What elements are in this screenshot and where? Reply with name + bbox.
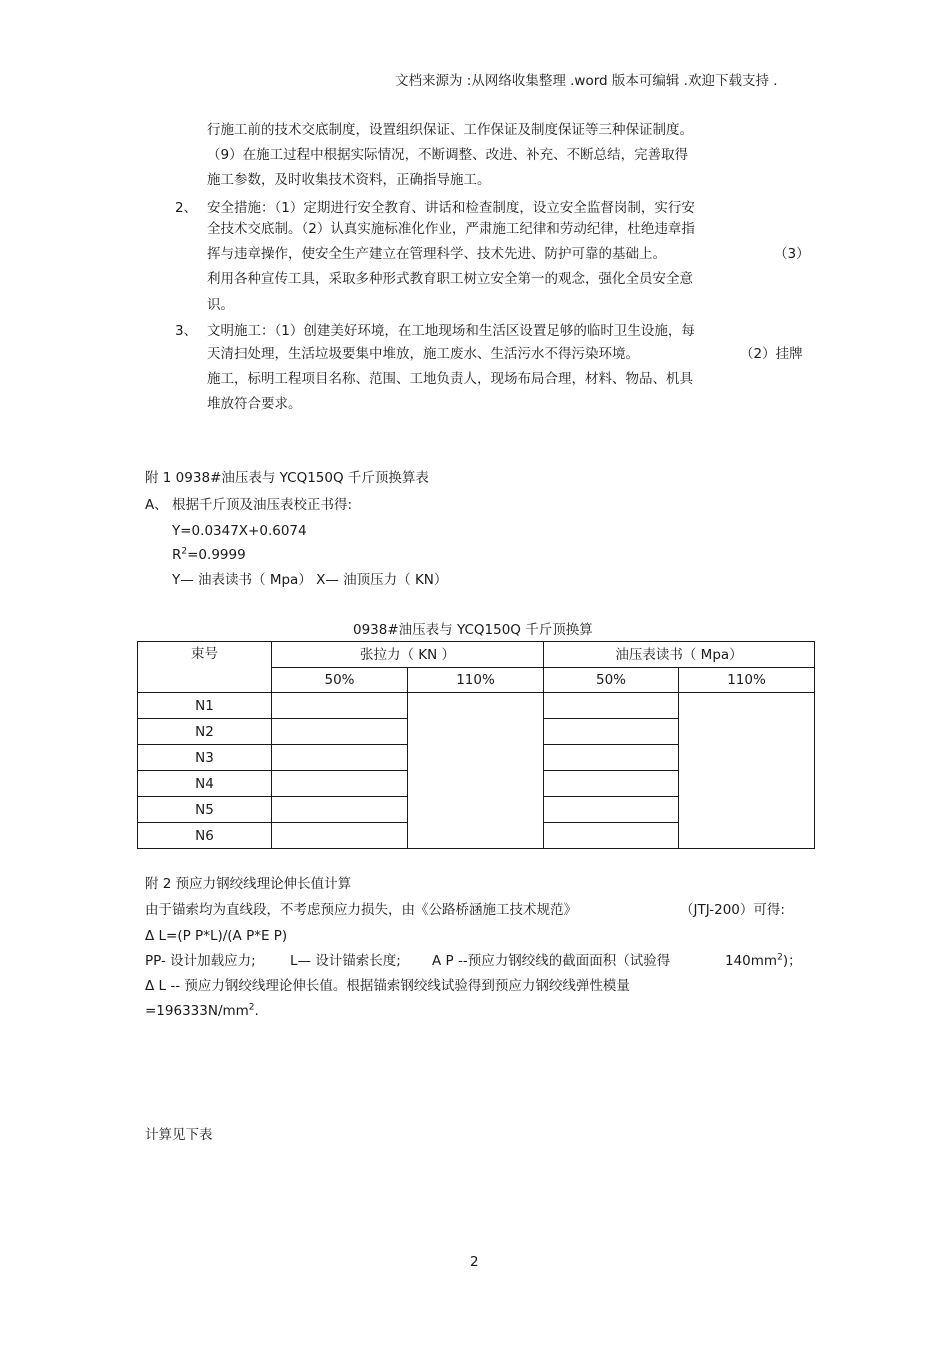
modulus-exponent: 2 [248,1002,255,1013]
def-a-end: )； [782,953,802,969]
variable-definitions: Y— 油表读书（ Mpa） X— 油顶压力（ KN） [172,572,448,588]
subheader-tension-50: 50% [272,668,408,693]
header-bundle: 束号 [138,642,272,693]
item3-line-1: 文明施工：（1）创建美好环境，在工地现场和生活区设置足够的临时卫生设施，每 [207,323,695,339]
item2-line-5: 识。 [207,297,234,313]
tension-110-cell [408,693,544,849]
item2-line-4: 利用各种宣传工具，采取多种形式教育职工树立安全第一的观念，强化全员安全意 [207,271,693,287]
subheader-gauge-110: 110% [679,668,815,693]
gauge-50-cell [544,823,679,849]
def-delta-l: Δ L -- 预应力钢绞线理论伸长值。根据锚索钢绞线试验得到预应力钢绞线弹性模量 [145,978,630,994]
tension-50-cell [272,719,408,745]
gauge-50-cell [544,719,679,745]
r2-value: =0.9999 [187,547,246,563]
def-a-value [725,952,802,970]
r2-base: R [172,547,182,563]
bundle-cell: N1 [138,693,272,719]
bundle-cell: N3 [138,745,272,771]
appendix1-title: 附 1 0938#油压表与 YCQ150Q 千斤顶换算表 [145,470,429,486]
page-header: 文档来源为 :从网络收集整理 .word 版本可编辑 .欢迎下载支持 . [395,73,778,89]
gauge-110-cell [679,693,815,849]
intro-line-3: 施工参数，及时收集技术资料，正确指导施工。 [207,172,491,188]
item3-number: 3、 [175,323,198,339]
bundle-cell: N5 [138,797,272,823]
def-a: A P --预应力钢绞线的截面面积（试验得 [432,953,671,969]
item3-line-3: 施工，标明工程项目名称、范围、工地负责人，现场布局合理，材料、物品、机具 [207,371,693,387]
subheader-tension-110: 110% [408,668,544,693]
gauge-50-cell [544,797,679,823]
gauge-50-cell [544,745,679,771]
item2-line-3: 挥与违章操作，使安全生产建立在管理科学、技术先进、防护可靠的基础上。 [207,246,666,262]
tension-50-cell [272,771,408,797]
elongation-formula: Δ L=(P P*L)/(A P*E P) [145,928,288,944]
table-caption: 0938#油压表与 YCQ150Q 千斤顶换算 [353,622,593,638]
tension-50-cell [272,745,408,771]
bundle-cell: N2 [138,719,272,745]
regression-formula: Y=0.0347X+0.6074 [172,523,307,539]
intro-line-2: （9）在施工过程中根据实际情况，不断调整、改进、补充、不断总结，完善取得 [207,147,689,163]
item3-tail: （2）挂牌 [740,346,803,362]
item3-line-4: 堆放符合要求。 [207,396,302,412]
modulus-number: =196333N/mm [145,1003,249,1019]
tension-50-cell [272,823,408,849]
appendix2-code: （JTJ-200）可得: [680,902,785,918]
def-a-exponent: 2 [777,952,783,963]
r-squared [172,546,246,564]
page-number: 2 [470,1254,479,1270]
tension-50-cell [272,797,408,823]
r2-exponent: 2 [181,546,188,557]
tension-50-cell [272,693,408,719]
item2-line-1: 安全措施：（1）定期进行安全教育、讲话和检查制度，设立安全监督岗制，实行安 [207,200,695,216]
appendix1-a-line: A、 根据千斤顶及油压表校正书得: [145,497,353,513]
def-a-number: 140mm [725,953,778,969]
item2-tail: （3） [774,246,810,262]
item3-line-2: 天清扫处理，生活垃圾要集中堆放，施工废水、生活污水不得污染环境。 [207,346,639,362]
table-row [138,693,815,719]
intro-line-1: 行施工前的技术交底制度，设置组织保证、工作保证及制度保证等三种保证制度。 [207,122,693,138]
calc-note: 计算见下表 [145,1127,213,1143]
conversion-table [137,641,815,849]
def-l: L— 设计锚索长度; [290,953,401,969]
appendix2-title: 附 2 预应力钢绞线理论伸长值计算 [145,876,352,892]
gauge-50-cell [544,693,679,719]
subheader-gauge-50: 50% [544,668,679,693]
modulus-value [145,1002,259,1020]
bundle-cell: N6 [138,823,272,849]
appendix2-intro: 由于锚索均为直线段，不考虑预应力损失，由《公路桥涵施工技术规范》 [145,902,577,918]
def-p: PP- 设计加载应力; [145,953,256,969]
header-gauge: 油压表读书（ Mpa） [544,642,815,668]
header-tension: 张拉力（ KN ） [272,642,544,668]
item2-line-2: 全技术交底制。（2）认真实施标准化作业，严肃施工纪律和劳动纪律，杜绝违章指 [207,221,695,237]
gauge-50-cell [544,771,679,797]
item2-number: 2、 [175,200,198,216]
bundle-cell: N4 [138,771,272,797]
modulus-end: . [254,1003,259,1019]
